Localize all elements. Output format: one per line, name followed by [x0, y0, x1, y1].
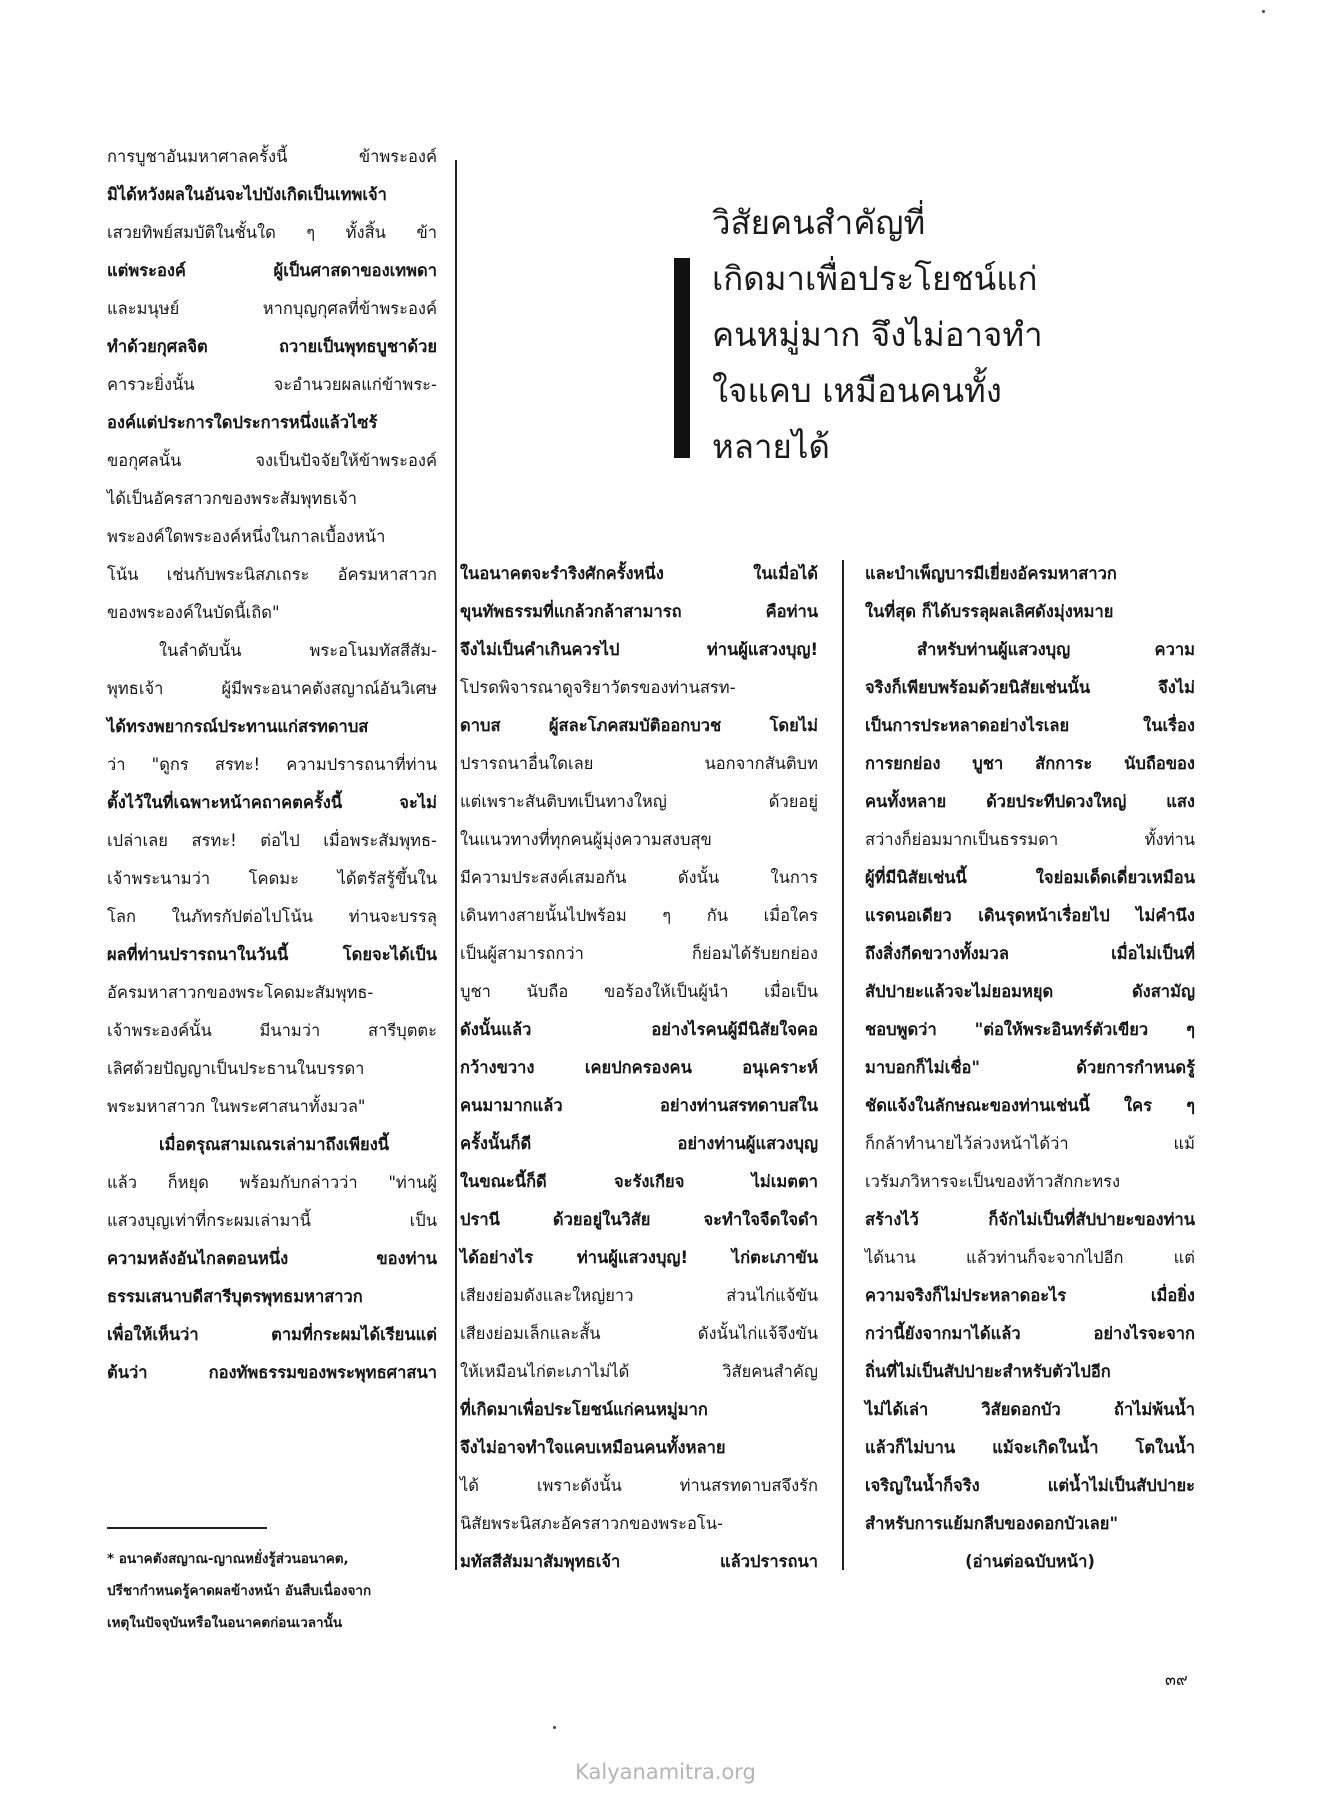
column-divider: [455, 160, 457, 1570]
text-line: ที่เกิดมาเพื่อประโยชน์แก่คนหมู่มาก: [460, 1400, 708, 1419]
text-column-3: [865, 555, 1195, 1581]
text-line: พุทธเจ้า ผู้มีพระอนาคตังสญาณ์อันวิเศษ: [107, 679, 437, 698]
continued-note: (อ่านต่อฉบับหน้า): [965, 1552, 1095, 1571]
text-line: แต่เพราะสันติบทเป็นทางใหญ่ ด้วยอยู่: [460, 792, 818, 811]
text-line: สำหรับท่านผู้แสวงบุญ ความ: [917, 640, 1195, 659]
text-line: ในอนาคตจะรำริงศักครั้งหนึ่ง ในเมื่อได้: [460, 564, 818, 583]
text-line: อัครมหาสาวกของพระโคดมะสัมพุทธ-: [107, 983, 374, 1002]
text-line: ในลำดับนั้น พระอโนมทัสสีสัม-: [159, 641, 437, 660]
text-line: ดาบส ผู้สละโภคสมบัติออกบวช โดยไม่: [460, 716, 818, 735]
text-line: การยกย่อง บูชา สักการะ นับถือของ: [865, 754, 1195, 773]
footnote-line: ปรีชากำหนดรู้คาดผลข้างหน้า อันสืบเนื่องจาก: [107, 1583, 372, 1599]
text-line: ความจริงก็ไม่ประหลาดอะไร เมื่อยิ่ง: [865, 1286, 1195, 1305]
text-line: มิได้หวังผลในอันจะไปบังเกิดเป็นเทพเจ้า: [107, 185, 387, 204]
text-line: ผู้ที่มีนิสัยเช่นนี้ ใจย่อมเด็ดเดี่ยวเหมือน: [865, 868, 1195, 887]
text-line: ครั้งนั้นก็ดี อย่างท่านผู้แสวงบุญ: [460, 1134, 818, 1153]
text-line: ดังนั้นแล้ว อย่างไรคนผู้มีนิสัยใจคอ: [460, 1020, 818, 1039]
text-line: ทำด้วยกุศลจิต ถวายเป็นพุทธบูชาด้วย: [107, 337, 437, 356]
text-line: เสียงย่อมเล็กและสั้น ดังนั้นไก่แจ้จึงขัน: [460, 1324, 818, 1343]
text-line: สร้างไว้ ก็จักไม่เป็นที่สัปปายะของท่าน: [865, 1210, 1195, 1229]
footnote-rule: [107, 1527, 267, 1529]
text-line: นิสัยพระนิสภะอัครสาวกของพระอโน-: [460, 1514, 723, 1533]
text-line: ได้นาน แล้วท่านก็จะจากไปอีก แต่: [865, 1248, 1195, 1267]
text-line: ขุนทัพธรรมที่แกล้วกล้าสามารถ คือท่าน: [460, 602, 818, 621]
text-line: ในขณะนี้ก็ดี จะรังเกียจ ไม่เมตตา: [460, 1172, 818, 1191]
text-line: แสวงบุญเท่าที่กระผมเล่ามานี้ เป็น: [107, 1211, 437, 1230]
footnote-line: เหตุในปัจจุบันหรือในอนาคตก่อนเวลานั้น: [107, 1615, 343, 1631]
text-line: ในที่สุด ก็ได้บรรลุผลเลิศดังมุ่งหมาย: [865, 602, 1114, 621]
text-line: มาบอกก็ไม่เชื่อ" ด้วยการกำหนดรู้: [865, 1058, 1195, 1077]
text-line: ความหลังอันไกลตอนหนึ่ง ของท่าน: [107, 1249, 437, 1268]
text-line: เจริญในน้ำก็จริง แต่น้ำไม่เป็นสัปปายะ: [865, 1476, 1195, 1495]
text-line: เป็นผู้สามารถกว่า ก็ย่อมได้รับยกย่อง: [460, 944, 818, 963]
pull-quote-line: หลายได้: [712, 427, 830, 466]
text-line: คารวะยิ่งนั้น จะอำนวยผลแก่ข้าพระ-: [107, 375, 437, 394]
text-line: กว้างขวาง เคยปกครองคน อนุเคราะห์: [460, 1058, 818, 1077]
text-line: และบำเพ็ญบารมีเยี่ยงอัครมหาสาวก: [865, 564, 1117, 583]
text-line: สว่างก็ย่อมมากเป็นธรรมดา ทั้งท่าน: [865, 830, 1195, 849]
text-line: ให้เหมือนไก่ตะเภาไม่ได้ วิสัยคนสำคัญ: [460, 1362, 818, 1381]
text-line: โปรดพิจารณาดูจริยาวัตรของท่านสรท-: [460, 678, 736, 697]
text-line: สัปปายะแล้วจะไม่ยอมหยุด ดังสามัญ: [865, 982, 1195, 1001]
text-line: ต้นว่า กองทัพธรรมของพระพุทธศาสนา: [107, 1363, 437, 1382]
text-line: ธรรมเสนาบดีสารีบุตรพุทธมหาสาวก: [107, 1287, 363, 1306]
text-column-2: [460, 555, 818, 1581]
pull-quote-line: ใจแคบ เหมือนคนทั้ง: [712, 371, 1002, 410]
text-line: มทัสสีสัมมาสัมพุทธเจ้า แล้วปรารถนา: [460, 1552, 818, 1571]
text-line: ของพระองค์ในบัดนี้เถิด": [107, 603, 280, 622]
text-line: ผลที่ท่านปรารถนาในวันนี้ โดยจะได้เป็น: [107, 945, 437, 964]
footnote: [107, 1543, 437, 1639]
watermark: Kalyanamitra.org: [575, 1760, 756, 1784]
text-line: การบูชาอันมหาศาลครั้งนี้ ข้าพระองค์: [107, 147, 437, 166]
text-line: ก็กล้าทำนายไว้ล่วงหน้าได้ว่า แม้: [865, 1134, 1195, 1153]
text-line: ได้เป็นอัครสาวกของพระสัมพุทธเจ้า: [107, 489, 357, 508]
pull-quote: [712, 195, 1132, 475]
text-line: เจ้าพระนามว่า โคดมะ ได้ตรัสรู้ขึ้นใน: [107, 869, 437, 888]
text-line: เพื่อให้เห็นว่า ตามที่กระผมได้เรียนแต่: [107, 1325, 437, 1344]
pull-quote-line: เกิดมาเพื่อประโยชน์แก่: [712, 259, 1038, 298]
text-line: ตั้งไว้ในที่เฉพาะหน้าคถาคตครั้งนี้ จะไม่: [107, 793, 437, 812]
text-line: ได้อย่างไร ท่านผู้แสวงบุญ! ไก่ตะเภาขัน: [460, 1248, 818, 1267]
text-line: ได้ เพราะดังนั้น ท่านสรทดาบสจึงรัก: [460, 1476, 818, 1495]
text-line: แต่พระองค์ ผู้เป็นศาสดาของเทพดา: [107, 261, 437, 280]
text-line: ชอบพูดว่า "ต่อให้พระอินทร์ตัวเขียว ๆ: [865, 1020, 1195, 1039]
text-line: บูชา นับถือ ขอร้องให้เป็นผู้นำ เมื่อเป็น: [460, 982, 818, 1001]
text-line: จริงก็เพียบพร้อมด้วยนิสัยเช่นนั้น จึงไม่: [865, 678, 1195, 697]
text-line: แล้ว ก็หยุด พร้อมกับกล่าวว่า "ท่านผู้: [107, 1173, 437, 1192]
pull-quote-line: คนหมู่มาก จึงไม่อาจทำ: [712, 315, 1043, 354]
text-line: เปล่าเลย สรทะ! ต่อไป เมื่อพระสัมพุทธ-: [107, 831, 437, 850]
pull-quote-bar: [674, 258, 690, 458]
text-line: คนมามากแล้ว อย่างท่านสรทดาบสใน: [460, 1096, 818, 1115]
pull-quote-line: วิสัยคนสำคัญที่: [712, 203, 926, 242]
text-column-1: [107, 138, 437, 1392]
text-line: เลิศด้วยปัญญาเป็นประธานในบรรดา: [107, 1059, 365, 1078]
text-line: โลก ในภัทรกัปต่อไปโน้น ท่านจะบรรลุ: [107, 907, 437, 926]
text-line: เวรัมภวิหารจะเป็นของท้าวสักกะทรง: [865, 1172, 1121, 1191]
text-line: ไม่ได้เล่า วิสัยดอกบัว ถ้าไม่พ้นน้ำ: [865, 1400, 1195, 1419]
text-line: พระองค์ใดพระองค์หนึ่งในกาลเบื้องหน้า: [107, 527, 386, 546]
text-line: มีความประสงค์เสมอกัน ดังนั้น ในการ: [460, 868, 818, 887]
text-line: ได้ทรงพยากรณ์ประทานแก่สรทดาบส: [107, 717, 369, 736]
text-line: โน้น เช่นกับพระนิสภเถระ อัครมหาสาวก: [107, 565, 437, 584]
text-line: ถึงสิ่งกีดขวางทั้งมวล เมื่อไม่เป็นที่: [865, 944, 1195, 963]
column-divider: [842, 560, 844, 1570]
text-line: เดินทางสายนั้นไปพร้อม ๆ กัน เมื่อใคร: [460, 906, 818, 925]
text-line: เสวยทิพย์สมบัติในชั้นใด ๆ ทั้งสิ้น ข้า: [107, 223, 437, 242]
text-line: เป็นการประหลาดอย่างไรเลย ในเรื่อง: [865, 716, 1195, 735]
text-line: จึงไม่เป็นคำเกินควรไป ท่านผู้แสวงบุญ!: [460, 640, 818, 659]
text-line: ปรารถนาอื่นใดเลย นอกจากสันติบท: [460, 754, 818, 773]
text-line: เมื่อตรุณสามเณรเล่ามาถึงเพียงนี้: [159, 1135, 390, 1154]
text-line: พระมหาสาวก ในพระศาสนาทั้งมวล": [107, 1097, 366, 1116]
text-line: จึงไม่อาจทำใจแคบเหมือนคนทั้งหลาย: [460, 1438, 726, 1457]
text-line: ในแนวทางที่ทุกคนผู้มุ่งความสงบสุข: [460, 830, 712, 849]
scan-speck: [553, 1726, 556, 1729]
text-line: ชัดแจ้งในลักษณะของท่านเช่นนี้ ใคร ๆ: [865, 1096, 1195, 1115]
text-line: ถิ่นที่ไม่เป็นสัปปายะสำหรับตัวไปอีก: [865, 1362, 1111, 1381]
text-line: เสียงย่อมดังและใหญ่ยาว ส่วนไก่แจ้ขัน: [460, 1286, 818, 1305]
scan-speck: [1262, 10, 1265, 13]
page-number: ๓๙: [1165, 1670, 1188, 1689]
text-line: กว่านี้ยังจากมาได้แล้ว อย่างไรจะจาก: [865, 1324, 1195, 1343]
text-line: สำหรับการแย้มกลีบของดอกบัวเลย": [865, 1514, 1119, 1533]
text-line: และมนุษย์ หากบุญกุศลที่ข้าพระองค์: [107, 299, 437, 318]
text-line: องค์แต่ประการใดประการหนึ่งแล้วไซร้: [107, 413, 378, 432]
text-line: แล้วก็ไม่บาน แม้จะเกิดในน้ำ โตในน้ำ: [865, 1438, 1195, 1457]
text-line: ว่า "ดูกร สรทะ! ความปรารถนาที่ท่าน: [107, 755, 437, 774]
text-line: เจ้าพระองค์นั้น มีนามว่า สารีบุตตะ: [107, 1021, 437, 1040]
text-line: ขอกุศลนั้น จงเป็นปัจจัยให้ข้าพระองค์: [107, 451, 437, 470]
text-line: แรดนอเดียว เดินรุดหน้าเรื่อยไป ไม่คำนึง: [865, 906, 1195, 925]
footnote-line: * อนาคตังสญาณ-ญาณหยั่งรู้ส่วนอนาคต,: [107, 1551, 349, 1567]
text-line: คนทั้งหลาย ด้วยประทีปดวงใหญ่ แสง: [865, 792, 1195, 811]
text-line: ปรานี ด้วยอยู่ในวิสัย จะทำใจจืดใจดำ: [460, 1210, 818, 1229]
